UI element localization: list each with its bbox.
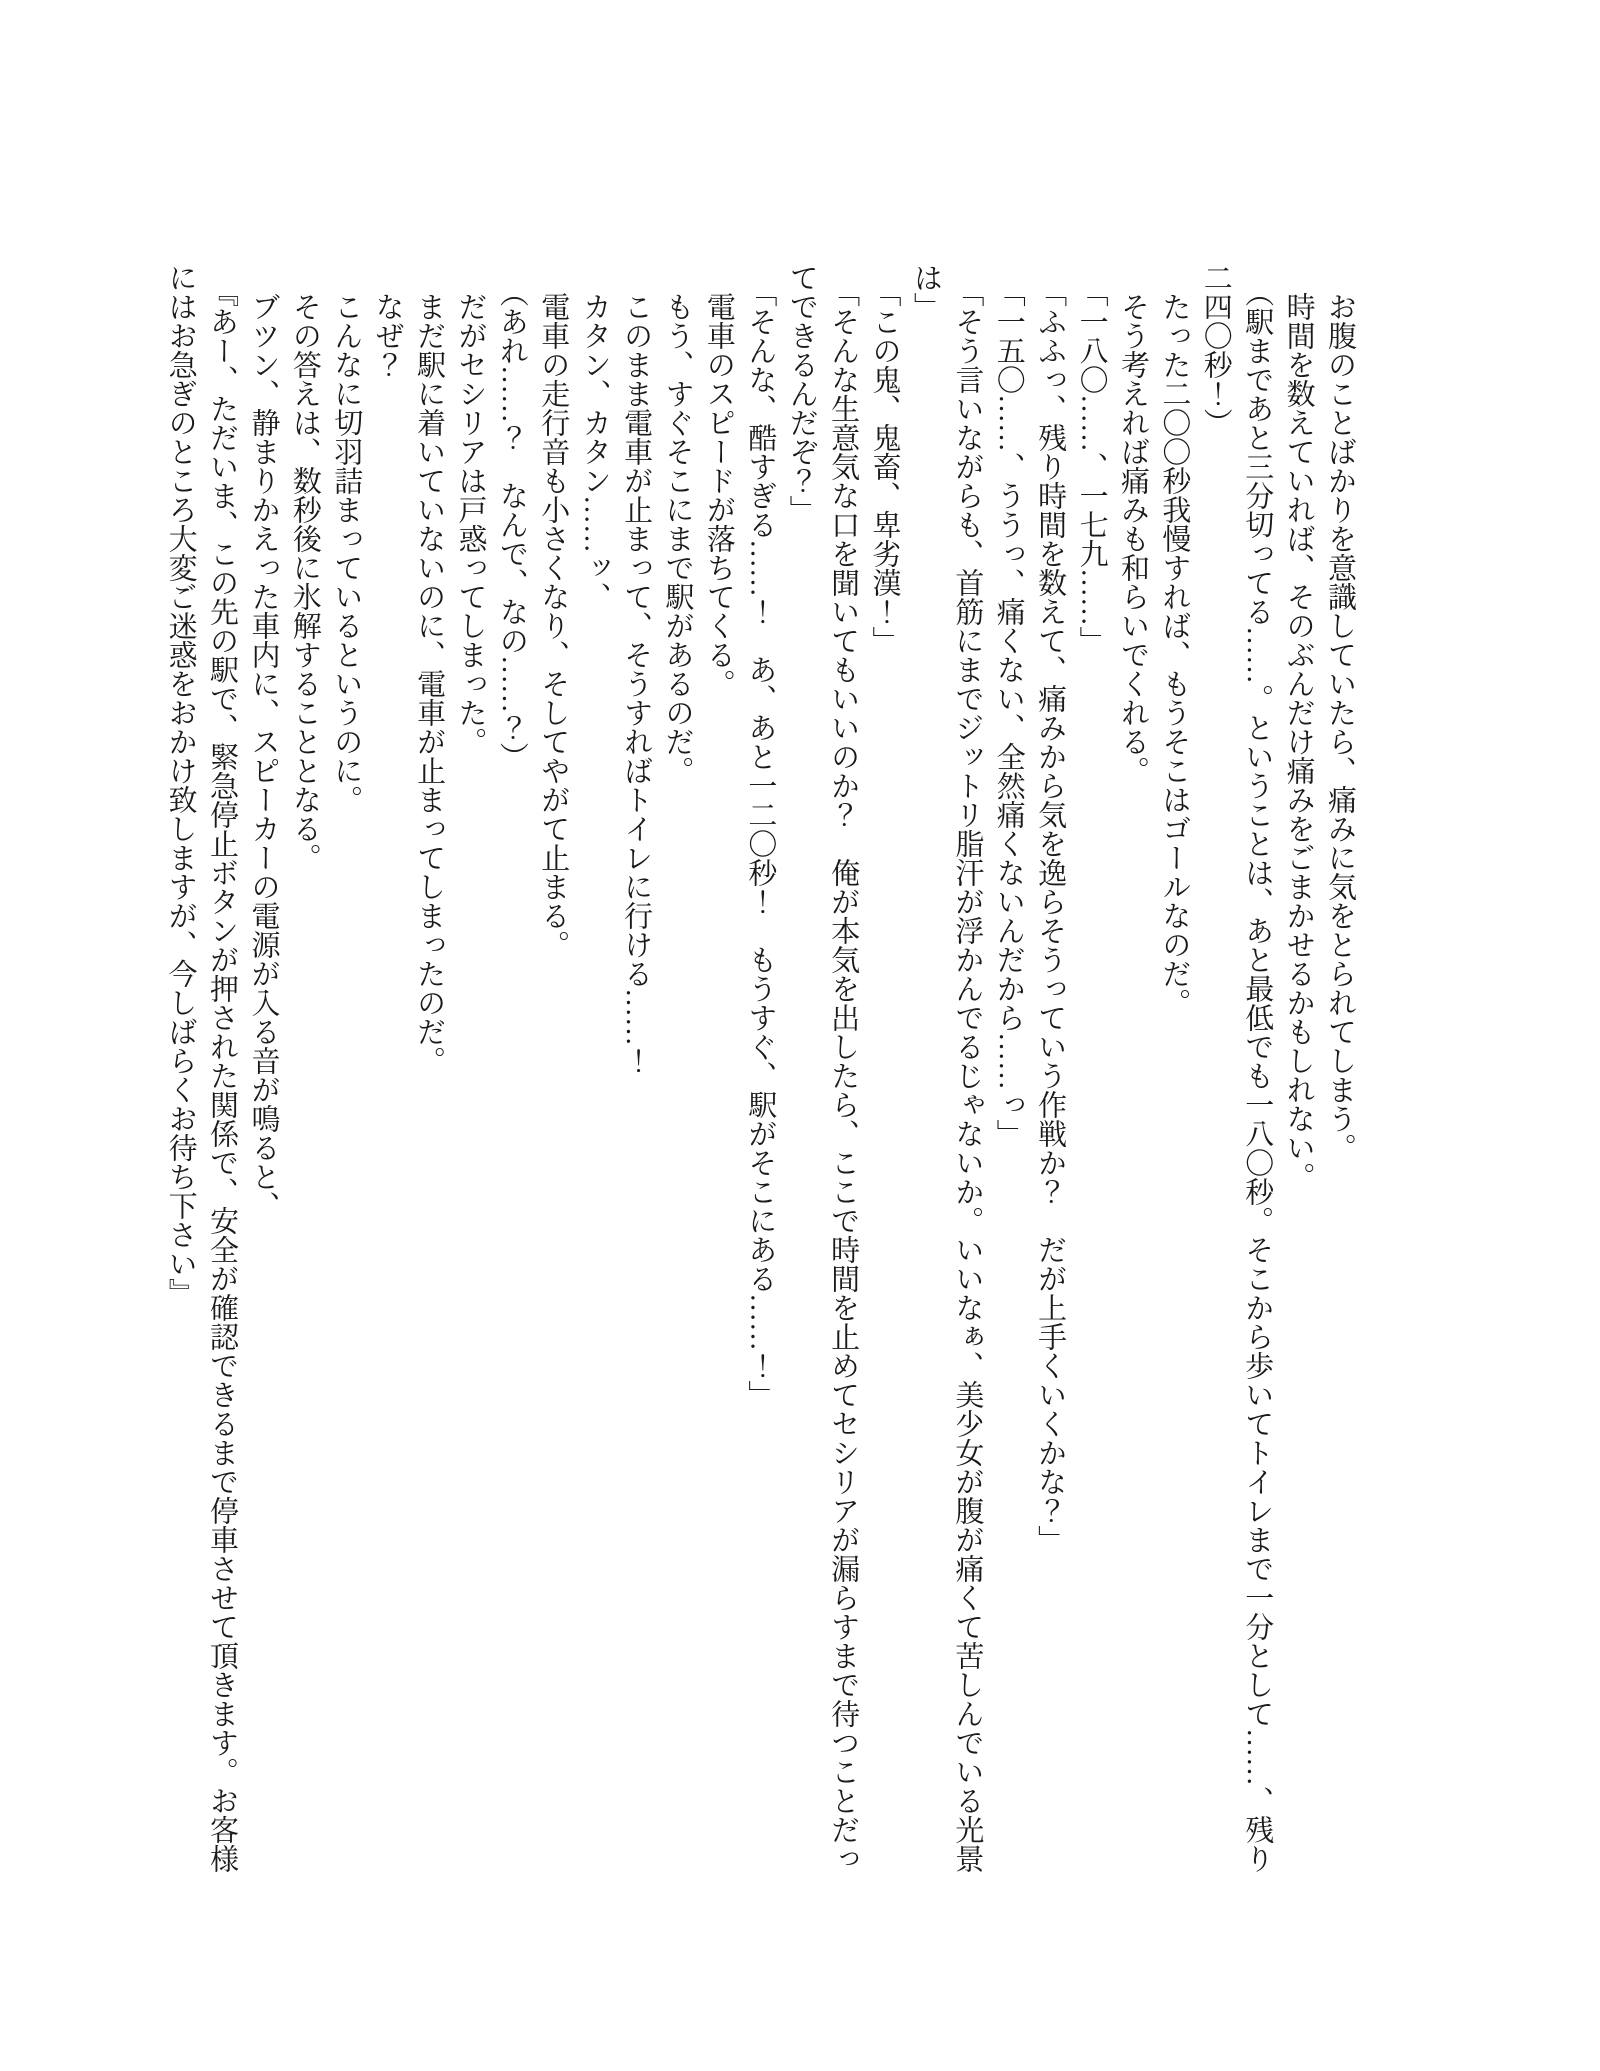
vertical-text-block <box>159 263 1360 1873</box>
text-line: は」 <box>909 263 942 321</box>
text-line: もう、すぐそこにまで駅があるのだ。 <box>661 292 694 785</box>
text-line: （駅まであと三分切ってる……。ということは、あと最低でも一八〇秒。そこから歩いてトイレまで一分として……、残り <box>1241 277 1274 1873</box>
text-line: まだ駅に着いていないのに、電車が止まってしまったのだ。 <box>413 292 446 1075</box>
text-line: たった二〇〇秒我慢すれば、もうそこはゴールなのだ。 <box>1158 292 1191 1017</box>
text-line: てできるんだぞ？」 <box>785 263 818 524</box>
text-line: にはお急ぎのところ大変ご迷惑をおかけ致しますが、今しばらくお待ち下さい』 <box>164 263 197 1307</box>
text-line: 「そんな生意気な口を聞いてもいいのか？ 俺が本気を出したら、ここで時間を止めてセシリアが漏らすまで待つことだっ <box>827 277 860 1873</box>
text-line: このまま電車が止まって、そうすればトイレに行ける……！ <box>620 292 653 1075</box>
text-line: 「一五〇……、ううっ、痛くない、全然痛くないんだから……っ」 <box>992 277 1025 1148</box>
text-line: 電車の走行音も小さくなり、そしてやがて止まる。 <box>537 292 570 959</box>
text-line: その答えは、数秒後に氷解することとなる。 <box>288 292 321 872</box>
text-line: 「この鬼、鬼畜、卑劣漢！」 <box>868 277 901 655</box>
text-line: こんなに切羽詰まっているというのに。 <box>330 292 363 814</box>
text-line: お腹のことばかりを意識していたら、痛みに気をとられてしまう。 <box>1324 292 1356 1162</box>
text-line: （あれ……？ なんで、なの……？） <box>495 277 528 771</box>
text-line: 「一八〇……、一七九……」 <box>1075 277 1108 655</box>
text-line: 「ふふっ、残り時間を数えて、痛みから気を逸らそうっていう作戦か？ だが上手くいくかな？」 <box>1034 277 1067 1554</box>
text-line: 「そう言いながらも、首筋にまでジットリ脂汗が浮かんでるじゃないか。いいなぁ、美少女が腹が痛くて苦しんでいる光景 <box>951 277 984 1873</box>
text-line: 「そんな、酷すぎる……！ あ、あと一二〇秒！ もうすぐ、駅がそこにある……！」 <box>744 277 777 1409</box>
text-line: 時間を数えていれば、そのぶんだけ痛みをごまかせるかもしれない。 <box>1282 292 1315 1191</box>
text-line: そう考えれば痛みも和らいでくれる。 <box>1116 292 1149 785</box>
text-line: 『あー、ただいま、この先の駅で、緊急停止ボタンが押された関係で、安全が確認できるまで停車させて頂きます。お客様 <box>206 277 239 1873</box>
text-line: だがセシリアは戸惑ってしまった。 <box>454 292 487 756</box>
text-line: カタン、カタン……ッ、 <box>578 292 611 611</box>
text-line: なぜ？ <box>371 292 404 379</box>
text-line: 二四〇秒！） <box>1199 263 1232 437</box>
text-line: 電車のスピードが落ちてくる。 <box>702 292 735 698</box>
text-line: ブツン、静まりかえった車内に、スピーカーの電源が入る音が鳴ると、 <box>247 292 280 1220</box>
